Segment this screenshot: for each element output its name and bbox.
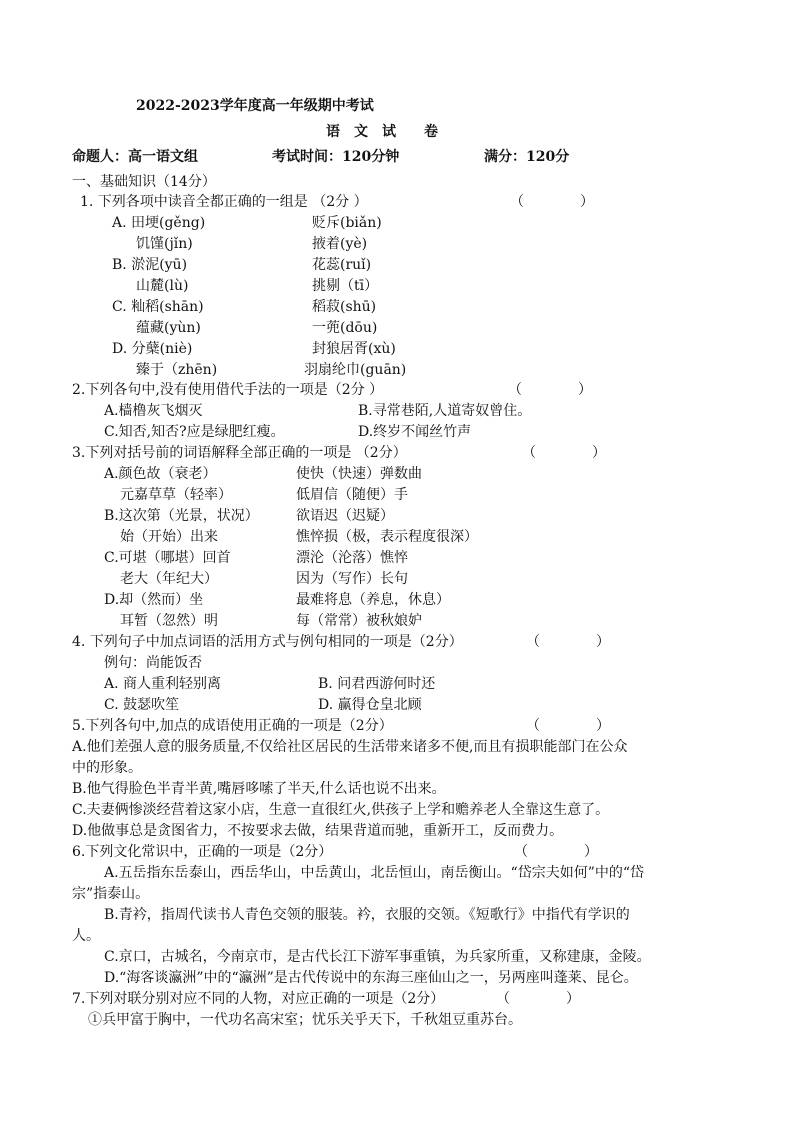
setter-label: 命题人：高一语文组 xyxy=(72,149,198,165)
option-b: B.这次第（光景，状况） xyxy=(104,508,259,524)
option-b: B.青衿，指周代读书人青色交领的服装。衿，衣服的交领。《短歌行》中指代有学识的 xyxy=(104,907,630,923)
option-text: 臻于（zhēn) xyxy=(136,362,218,378)
option-text: 山麓(lù) xyxy=(136,278,189,294)
answer-blank: （ ） xyxy=(508,382,592,398)
option-text: 掖着(yè) xyxy=(312,236,368,252)
option-d: D. 分蘖(niè) xyxy=(112,341,193,357)
answer-blank: （ ） xyxy=(522,445,606,461)
option-a: A. 商人重利轻别离 xyxy=(104,676,222,692)
section-heading: 一、基础知识（14分） xyxy=(72,174,216,190)
exam-time-label: 考试时间：120分钟 xyxy=(272,149,400,165)
option-text: 憔悴损（极，表示程度很深） xyxy=(296,529,478,545)
question-stem: 3.下列对括号前的词语解释全部正确的一项是 （2分） xyxy=(72,445,407,461)
option-d: D.他做事总是贪图省力，不按要求去做，结果背道而驰，重新开工，反而费力。 xyxy=(72,823,564,839)
example-sentence: 例句：尚能饭否 xyxy=(104,655,202,671)
option-text: 宗”指泰山。 xyxy=(72,886,150,902)
option-text: 贬斥(biǎn) xyxy=(312,215,382,231)
option-d: D. 赢得仓皇北顾 xyxy=(318,697,422,713)
option-c: C.夫妻俩惨淡经营着这家小店，生意一直很红火,供孩子上学和赡养老人全靠这生意了。 xyxy=(72,802,610,818)
option-a: A.樯橹灰飞烟灭 xyxy=(104,403,203,419)
option-b: B. 淤泥(yū) xyxy=(112,257,188,273)
answer-blank: （ ） xyxy=(496,991,580,1007)
option-text: 漂沦（沦落）憔悴 xyxy=(296,550,408,566)
couplet-line: ①兵甲富于胸中，一代功名高宋室；忧乐关乎天下，千秋俎豆重苏台。 xyxy=(88,1012,522,1028)
option-d: D.终岁不闻丝竹声 xyxy=(358,424,472,440)
option-text: 蕴藏(yùn) xyxy=(136,320,201,336)
answer-blank: （ ） xyxy=(514,844,598,860)
option-b: B.他气得脸色半青半黄,嘴唇哆嗦了半天,什么话也说不出来。 xyxy=(72,781,446,797)
option-text: 羽扇纶巾(guān) xyxy=(304,362,407,378)
option-d: D.却（然而）坐 xyxy=(104,592,204,608)
option-c: C. 鼓瑟吹笙 xyxy=(104,697,180,713)
option-text: 每（常常）被秋娘妒 xyxy=(296,613,422,629)
option-text: 人。 xyxy=(72,928,100,944)
answer-blank: （ ） xyxy=(526,718,610,734)
option-a: A. 田埂(gěng) xyxy=(112,215,206,231)
option-text: 最难将息（养息，休息） xyxy=(296,592,450,608)
subject-title: 语 文 试 卷 xyxy=(326,124,438,140)
option-text: 饥馑(jǐn) xyxy=(136,236,193,252)
option-a: A.他们差强人意的服务质量,不仅给社区居民的生活带来诸多不便,而且有损职能部门在公众 xyxy=(72,739,628,755)
option-text: 欲语迟（迟疑） xyxy=(296,508,394,524)
option-b: B. 问君西游何时还 xyxy=(318,676,436,692)
option-text: 始（开始）出来 xyxy=(120,529,218,545)
option-d: D.“海客谈瀛洲”中的“瀛洲”是古代传说中的东海三座仙山之一，另两座叫蓬莱、昆仑。 xyxy=(104,970,638,986)
question-stem: 4. 下列句子中加点词语的活用方式与例句相同的一项是（2分） xyxy=(72,634,463,650)
exam-title: 2022-2023学年度高一年级期中考试 xyxy=(136,98,374,114)
option-b: B.寻常巷陌,人道寄奴曾住。 xyxy=(358,403,532,419)
option-text: 稻菽(shū) xyxy=(312,299,377,315)
question-stem: 2.下列各句中,没有使用借代手法的一项是（2分 ） xyxy=(72,382,384,398)
option-c: C. 籼稻(shān) xyxy=(112,299,204,315)
option-text: 使快（快速）弹数曲 xyxy=(296,466,422,482)
answer-blank: （ ） xyxy=(526,634,610,650)
answer-blank: （ ） xyxy=(510,194,594,210)
option-text: 花蕊(ruǐ) xyxy=(312,257,372,273)
option-text: 老大（年纪大） xyxy=(120,571,218,587)
option-text: 封狼居胥(xù) xyxy=(312,341,396,357)
option-text: 因为（写作）长句 xyxy=(296,571,408,587)
option-c: C.知否,知否?应是绿肥红瘦。 xyxy=(104,424,285,440)
option-text: 元嘉草草（轻率） xyxy=(120,487,232,503)
option-text: 中的形象。 xyxy=(72,760,142,776)
option-text: 耳暂（忽然）明 xyxy=(120,613,218,629)
full-score-label: 满分：120分 xyxy=(484,149,570,165)
question-stem: 7.下列对联分别对应不同的人物，对应正确的一项是（2分） xyxy=(72,991,445,1007)
question-stem: 1. 下列各项中读音全都正确的一组是 （2分 ） xyxy=(80,194,368,210)
option-text: 一蔸(dōu) xyxy=(312,320,378,336)
option-text: 低眉信（随便）手 xyxy=(296,487,408,503)
option-c: C.可堪（哪堪）回首 xyxy=(104,550,231,566)
option-c: C.京口，古城名，今南京市，是古代长江下游军事重镇，为兵家所重，又称建康，金陵。 xyxy=(104,949,651,965)
option-a: A.颜色故（衰老） xyxy=(104,466,217,482)
option-a: A.五岳指东岳泰山，西岳华山，中岳黄山，北岳恒山，南岳衡山。“岱宗夫如何”中的“岱 xyxy=(104,865,645,881)
option-text: 挑剔（tī） xyxy=(312,278,379,294)
question-stem: 6.下列文化常识中，正确的一项是（2分） xyxy=(72,844,333,860)
question-stem: 5.下列各句中,加点的成语使用正确的一项是（2分） xyxy=(72,718,393,734)
